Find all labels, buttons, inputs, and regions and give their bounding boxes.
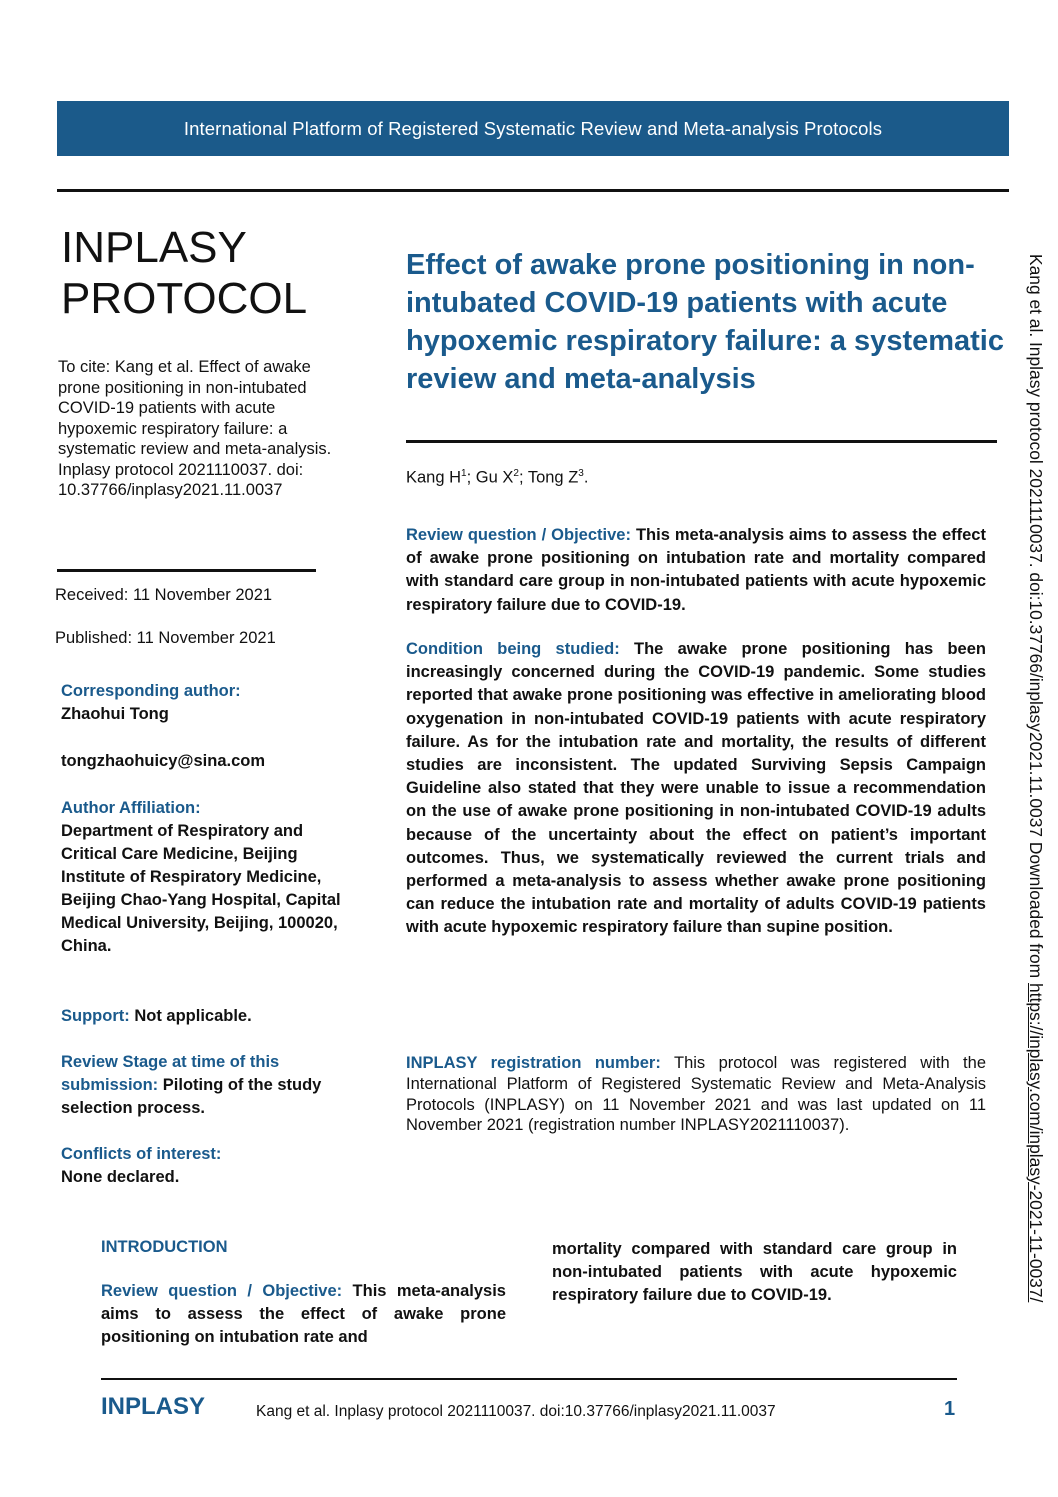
corresponding-author: [61, 680, 351, 726]
side-note-text: Kang et al. Inplasy protocol 2021110037. doi:10.37766/inplasy2021.11.0037 Downloaded from: [1026, 254, 1046, 984]
author-list: [406, 468, 588, 488]
affiliation-text: Department of Respiratory and Critical Care Medicine, Beijing Institute of Respiratory Medicine, Beijing Chao-Yang Hospital, Capital Medical University, Beijing, 100020, China.: [61, 822, 341, 955]
condition-studied: [406, 638, 986, 940]
review-stage-label: Review Stage at time of this submission:: [61, 1053, 280, 1094]
author-name: Kang H: [406, 468, 462, 487]
corresponding-author-label: Corresponding author:: [61, 682, 241, 700]
condition-label: Condition being studied:: [406, 640, 620, 658]
registration-text: This protocol was registered with the International Platform of Registered Systematic Review and Meta-Analysis Protocols (INPLASY) on 11 November 2021 and was last updated on 11 November 2021 (registration number INPLASY2021110037).: [406, 1054, 986, 1135]
author-separator: ;: [466, 468, 476, 487]
author-affiliation-marker: 1: [461, 468, 467, 479]
author-separator: ;: [518, 468, 528, 487]
review-stage-value: Piloting of the study selection process.: [61, 1076, 322, 1117]
introduction-column-2: mortality compared with standard care group in non-intubated patients with acute hypoxemic respiratory failure due to COVID-19.: [552, 1240, 957, 1304]
support-value: Not applicable.: [134, 1007, 252, 1025]
received-date: Received: 11 November 2021: [55, 586, 273, 604]
support: [61, 1005, 351, 1028]
introduction-column-1: [101, 1280, 506, 1349]
condition-text: The awake prone positioning has been increasingly concerned during the COVID-19 pandemic. Some studies reported that awake prone positioning was effective in ameliorating blood oxygenation in non-intubated COVID-19 patients with acute respiratory failure. As for the intubation rate and mortality, the results of different studies are inconsistent. The updated Surviving Sepsis Campaign Guideline also stated that they were unable to issue a recommendation on the use of awake prone positioning in non-intubated COVID-19 adults because of the uncertainty about the effect on patient’s important outcomes. Thus, we systematically reviewed the current trials and performed a meta-analysis to assess whether awake prone positioning can reduce the intubation rate and mortality of adults COVID-19 patients with acute hypoxemic respiratory failure than supine position.: [406, 640, 986, 937]
banner-text: International Platform of Registered Systematic Review and Meta-analysis Protocols: [183, 117, 883, 139]
download-side-note: [1025, 254, 1046, 1302]
intro-column-1-text: This meta-analysis aims to assess the effect of awake prone positioning on intubation rate and: [101, 1282, 506, 1346]
review-question-label: Review question / Objective:: [406, 526, 631, 544]
author-separator: .: [583, 468, 589, 487]
author-affiliation-marker: 3: [578, 468, 584, 479]
conflicts-of-interest: [61, 1143, 351, 1189]
conflicts-value: None declared.: [61, 1168, 180, 1186]
brand-line-1: INPLASY: [61, 223, 247, 272]
author-email[interactable]: tongzhaohuicy@sina.com: [61, 752, 266, 770]
author-name: Tong Z: [527, 468, 579, 487]
citation-text: To cite: Kang et al. Effect of awake prone positioning in non-intubated COVID-19 patients with acute hypoxemic respiratory failure: a systematic review and meta-analysis. Inplasy protocol 2021110037. doi: 10.37766/inplasy2021.11.0037: [58, 358, 332, 499]
footer-brand: INPLASY: [101, 1393, 206, 1420]
download-link[interactable]: https://inplasy.com/inplasy-2021-11-0037/: [1026, 983, 1046, 1303]
brand-line-2: PROTOCOL: [61, 274, 308, 323]
page-number: 1: [944, 1398, 956, 1420]
review-question: [406, 524, 986, 617]
registration-label: INPLASY registration number:: [406, 1054, 661, 1072]
introduction-heading: INTRODUCTION: [101, 1238, 228, 1256]
protocol-brand: [61, 222, 307, 324]
article-title: Effect of awake prone positioning in non-intubated COVID-19 patients with acute hypoxemic respiratory failure: a systematic review and meta-analysis: [406, 249, 1004, 395]
registration-info: [406, 1053, 986, 1136]
author-affiliation-marker: 2: [513, 468, 519, 479]
author-affiliation: [61, 797, 353, 958]
author-name: Gu X: [475, 468, 514, 487]
review-stage: [61, 1051, 331, 1120]
title-divider: [406, 440, 997, 443]
sidebar-divider: [57, 569, 316, 572]
support-label: Support:: [61, 1007, 130, 1025]
affiliation-label: Author Affiliation:: [61, 799, 201, 817]
top-divider: [57, 189, 1009, 192]
header-banner: [57, 101, 1009, 156]
intro-review-label: Review question / Objective:: [101, 1282, 343, 1300]
footer-divider: [101, 1378, 957, 1380]
footer-citation: Kang et al. Inplasy protocol 2021110037. doi:10.37766/inplasy2021.11.0037: [256, 1403, 776, 1420]
conflicts-label: Conflicts of interest:: [61, 1145, 222, 1163]
published-date: Published: 11 November 2021: [55, 629, 276, 647]
corresponding-author-name: Zhaohui Tong: [61, 705, 169, 723]
review-question-text: This meta-analysis aims to assess the effect of awake prone positioning on intubation rate and mortality compared with standard care group in non-intubated patients with acute hypoxemic respiratory failure due to COVID-19.: [406, 526, 986, 614]
